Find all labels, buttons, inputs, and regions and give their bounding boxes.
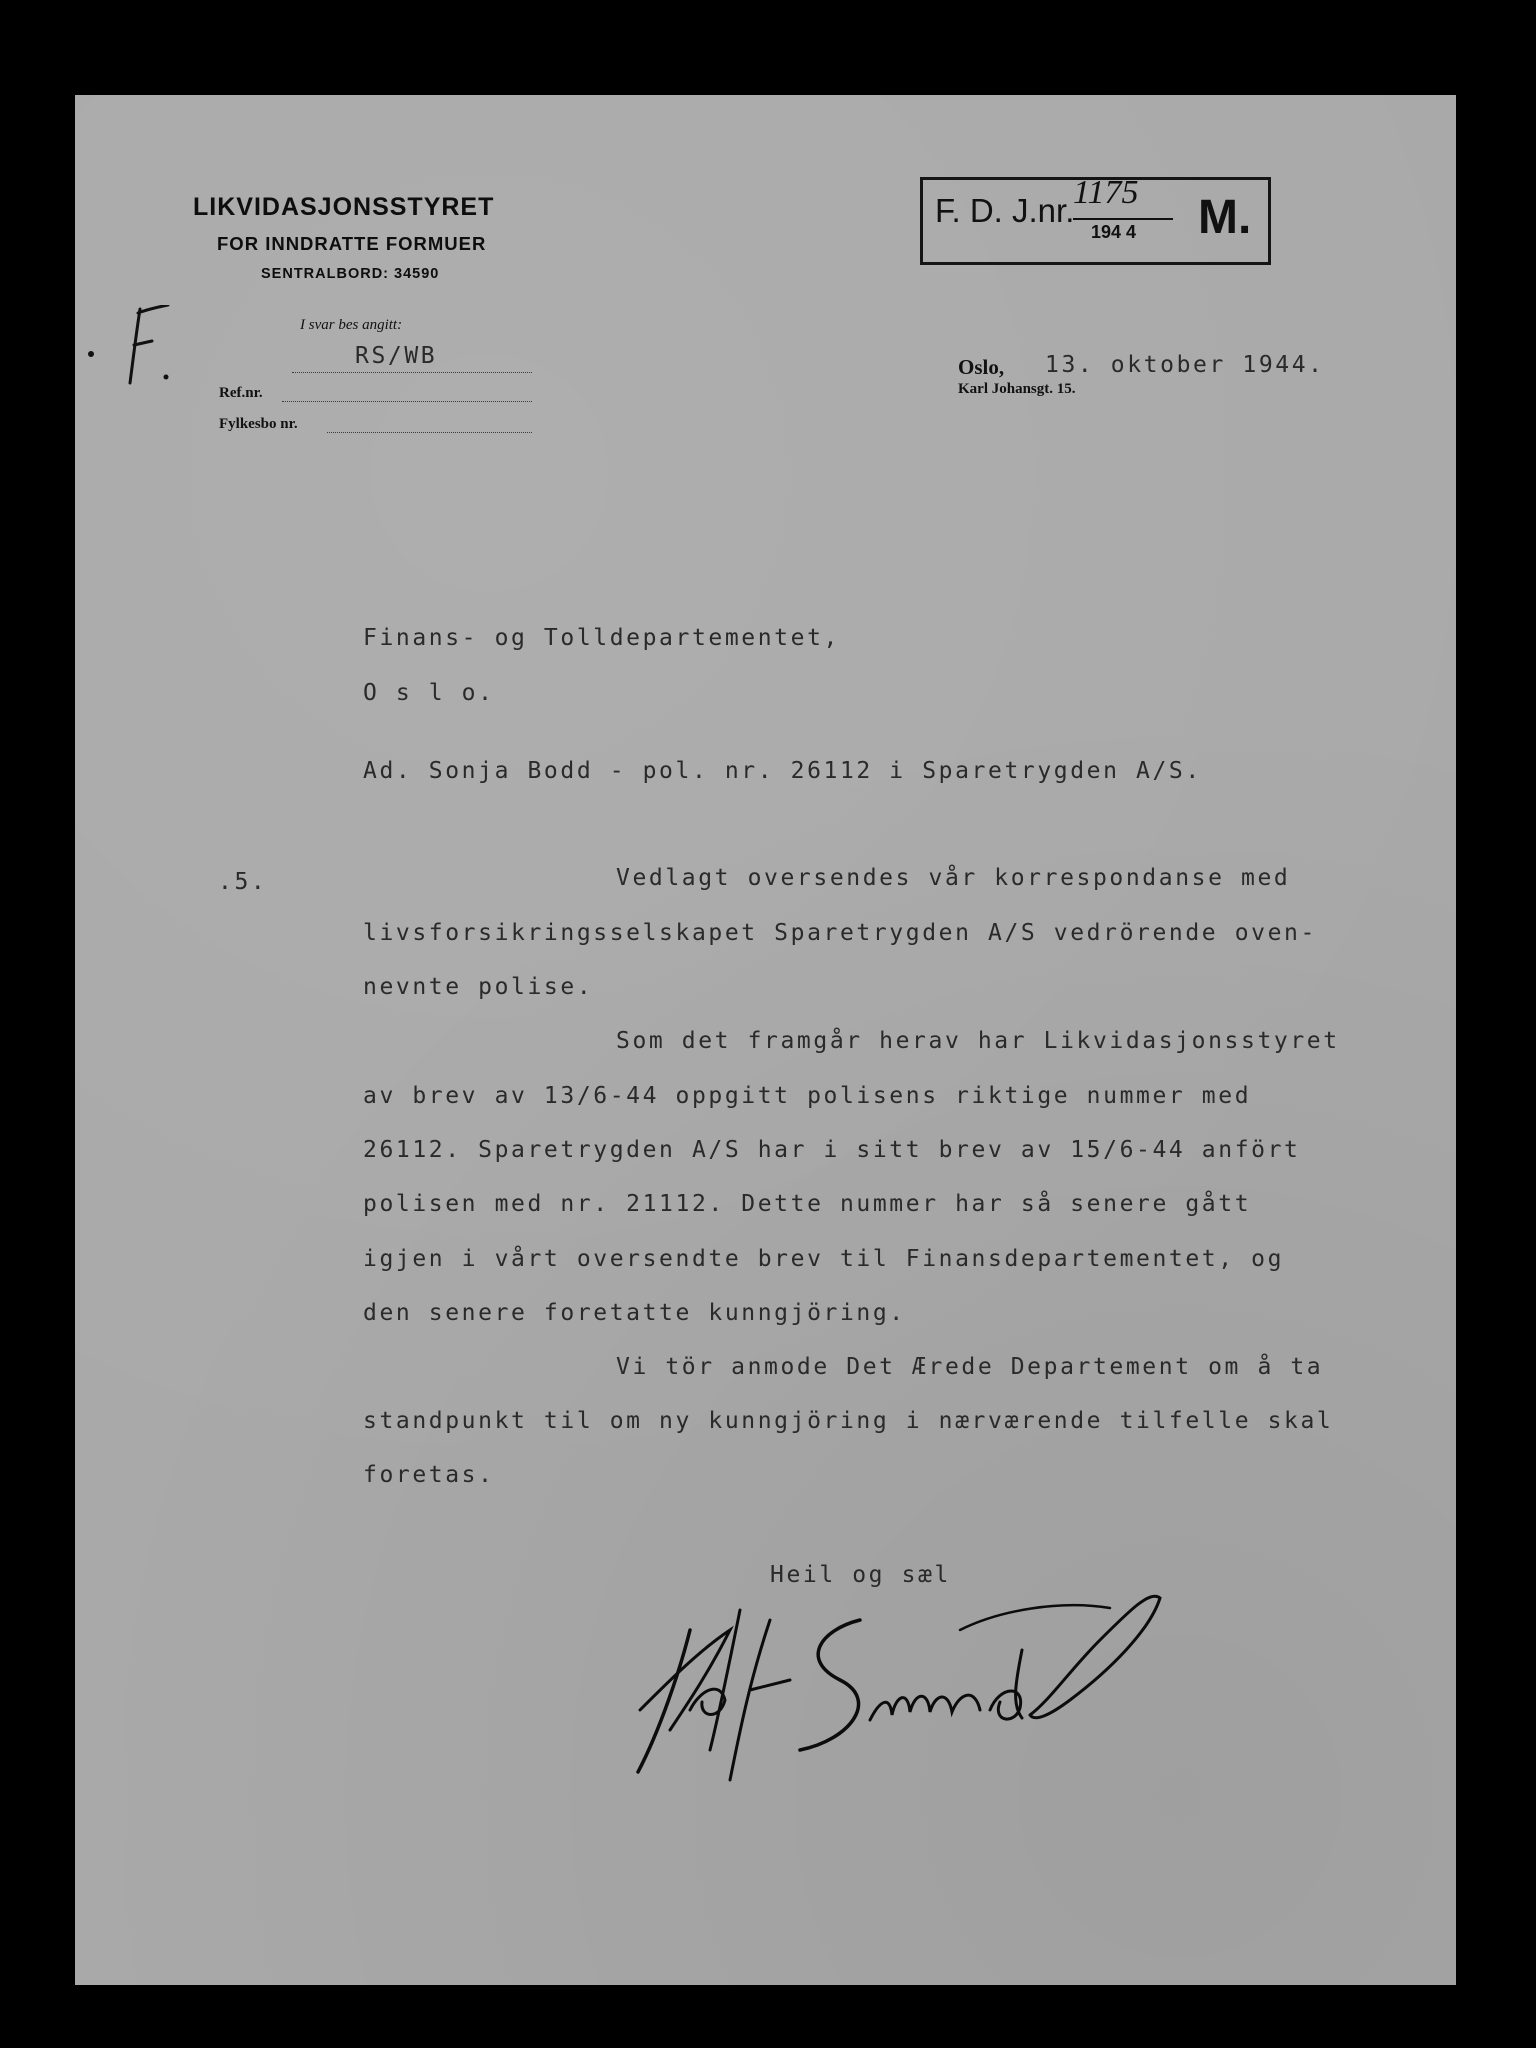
letterhead-org: LIKVIDASJONSSTYRET (193, 193, 495, 221)
margin-dot (88, 351, 94, 357)
stamp-number-area (1073, 174, 1193, 260)
stamp-number: 1175 (1073, 174, 1139, 211)
body-line: Vedlagt oversendes vår korrespondanse med (616, 865, 1291, 891)
stamp-underline (1073, 218, 1173, 220)
place: Oslo, (958, 355, 1005, 379)
body-line: Vi tör anmode Det Ærede Departement om å ta (616, 1354, 1324, 1380)
letterhead-sub: FOR INNDRATTE FORMUER (217, 233, 487, 254)
body-line: livsforsikringsselskapet Sparetrygden A/S vedrörende oven- (363, 920, 1317, 946)
letterhead-switchboard: SENTRALBORD: 34590 (261, 266, 440, 282)
body-line: av brev av 13/6-44 oppgitt polisens riktige nummer med (363, 1083, 1252, 1109)
margin-number: .5. (218, 869, 268, 895)
county-dotline (327, 432, 532, 433)
body-line: standpunkt til om ny kunngjöring i nærværende tilfelle skal (363, 1408, 1334, 1434)
signature (630, 1590, 1170, 1790)
body-line: nevnte polise. (363, 974, 594, 1000)
stamp-prefix: F. D. J.nr. (935, 192, 1075, 229)
body-line: 26112. Sparetrygden A/S har i sitt brev av 15/6-44 anfört (363, 1137, 1301, 1163)
recipient-line2: O s l o. (363, 680, 495, 706)
body-line: Som det framgår herav har Likvidasjonsstyret (616, 1028, 1340, 1054)
journal-stamp (920, 174, 1271, 265)
reply-label: I svar bes angitt: (300, 317, 403, 333)
date: 13. oktober 1944. (1045, 352, 1325, 378)
reply-value: RS/WB (355, 343, 438, 369)
closing: Heil og sæl (770, 1562, 951, 1588)
stamp-year: 194 4 (1091, 222, 1137, 242)
county-label: Fylkesbo nr. (219, 416, 298, 432)
address: Karl Johansgt. 15. (958, 381, 1076, 397)
body-line: polisen med nr. 21112. Dette nummer har så senere gått (363, 1191, 1252, 1217)
ref-dotline (282, 401, 532, 402)
stamp-letter: M. (1198, 191, 1252, 244)
body-line: igjen i vårt oversendte brev til Finansdepartementet, og (363, 1246, 1285, 1272)
recipient-line1: Finans- og Tolldepartementet, (363, 625, 840, 651)
body-line: foretas. (363, 1462, 495, 1488)
subject-line: Ad. Sonja Bodd - pol. nr. 26112 i Sparetrygden A/S. (363, 758, 1202, 784)
body-line: den senere foretatte kunngjöring. (363, 1300, 906, 1326)
ref-label: Ref.nr. (219, 385, 263, 401)
margin-f-mark (118, 305, 178, 385)
reply-dotline (292, 372, 532, 373)
